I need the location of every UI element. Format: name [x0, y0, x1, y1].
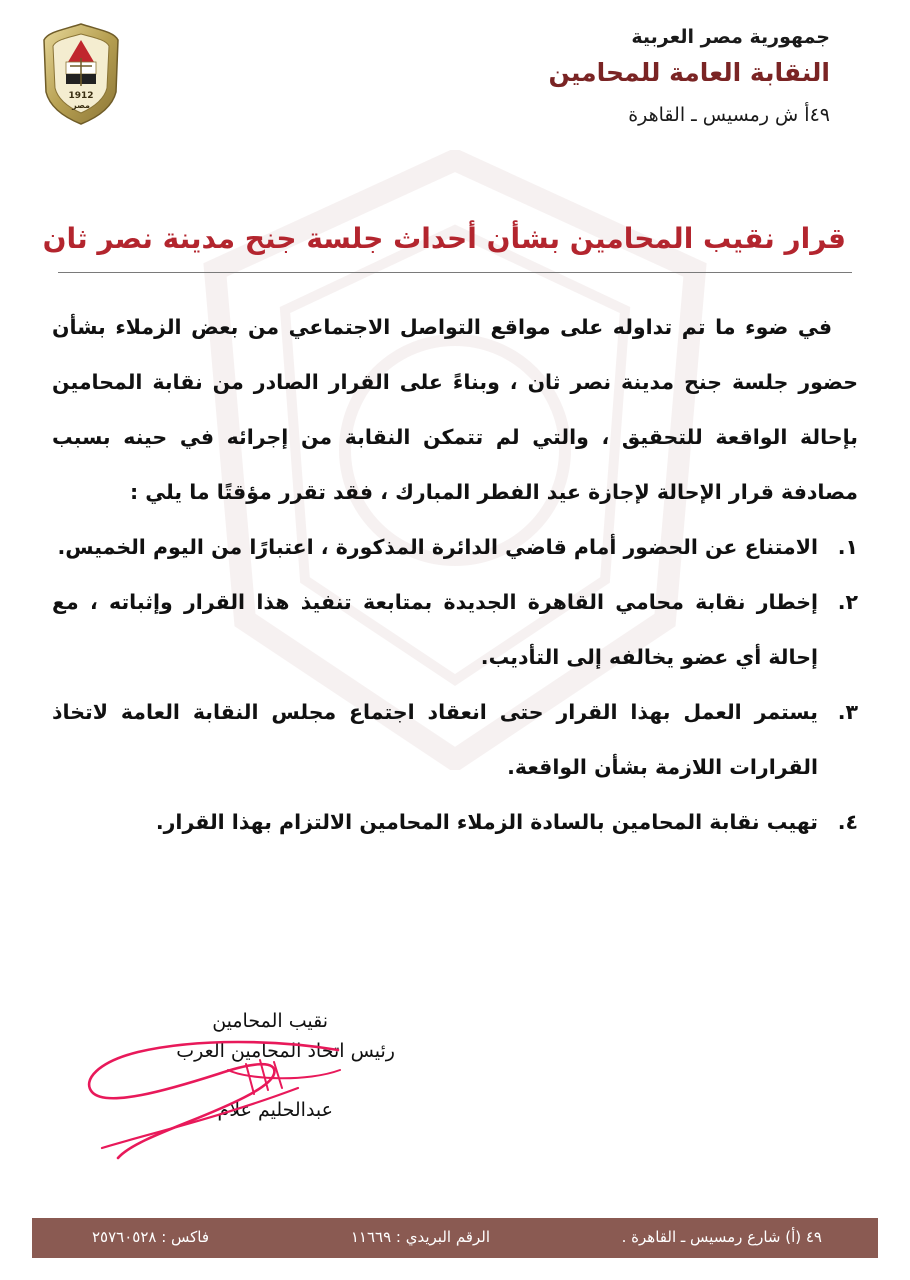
list-item-text: تهيب نقابة المحامين بالسادة الزملاء المحامين الالتزام بهذا القرار.	[155, 810, 818, 834]
list-item-number: ٣.	[837, 700, 858, 724]
document-body	[52, 300, 858, 850]
footer-address: ٤٩ (أ) شارع رمسيس ـ القاهرة .	[621, 1228, 822, 1246]
list-item	[52, 685, 858, 795]
signatory-name: عبدالحليم علام	[217, 1099, 333, 1121]
header-syndicate: النقابة العامة للمحامين	[548, 58, 830, 87]
svg-text:1912: 1912	[68, 91, 94, 101]
header-country: جمهورية مصر العربية	[631, 26, 830, 48]
footer-bar	[32, 1218, 878, 1258]
signatory-role: نقيب المحامين	[212, 1010, 328, 1032]
list-item-number: ٢.	[837, 590, 858, 614]
list-item-number: ٤.	[837, 810, 858, 834]
document-title: قرار نقيب المحامين بشأن أحداث جلسة جنح مدينة نصر ثان	[42, 222, 846, 255]
list-item	[52, 795, 858, 850]
list-item	[52, 575, 858, 685]
list-item-text: يستمر العمل بهذا القرار حتى انعقاد اجتماع مجلس النقابة العامة لاتخاذ القرارات اللازمة بشأن الواقعة.	[52, 700, 818, 779]
handwritten-signature-icon	[78, 1030, 348, 1170]
svg-text:مصر: مصر	[72, 101, 90, 110]
footer-postal-code: الرقم البريدي : ١١٦٦٩	[350, 1228, 490, 1246]
list-item-text: إخطار نقابة محامي القاهرة الجديدة بمتابعة تنفيذ هذا القرار وإثباته ، مع إحالة أي عضو يخالفه إلى التأديب.	[52, 590, 818, 669]
header-address: ٤٩أ ش رمسيس ـ القاهرة	[628, 104, 830, 126]
list-item-number: ١.	[837, 535, 858, 559]
signatory-role-secondary: رئيس اتحاد المحامين العرب	[176, 1040, 395, 1062]
syndicate-logo-icon	[42, 22, 120, 126]
footer-fax: فاكس : ٢٥٧٦٠٥٢٨	[92, 1228, 210, 1246]
title-divider	[58, 272, 852, 273]
list-item-text: الامتناع عن الحضور أمام قاضي الدائرة المذكورة ، اعتبارًا من اليوم الخميس.	[57, 535, 818, 559]
list-item	[52, 520, 858, 575]
intro-paragraph: في ضوء ما تم تداوله على مواقع التواصل الاجتماعي من بعض الزملاء بشأن حضور جلسة جنح مدينة نصر ثان ، وبناءً على القرار الصادر من نقابة المحامين بإحالة الواقعة للتحقيق ، والتي لم تتمكن النقابة من إجرائه في حينه بسبب مصادفة قرار الإحالة لإجازة عيد الفطر المبارك ، فقد تقرر مؤقتًا ما يلي :	[52, 315, 858, 504]
